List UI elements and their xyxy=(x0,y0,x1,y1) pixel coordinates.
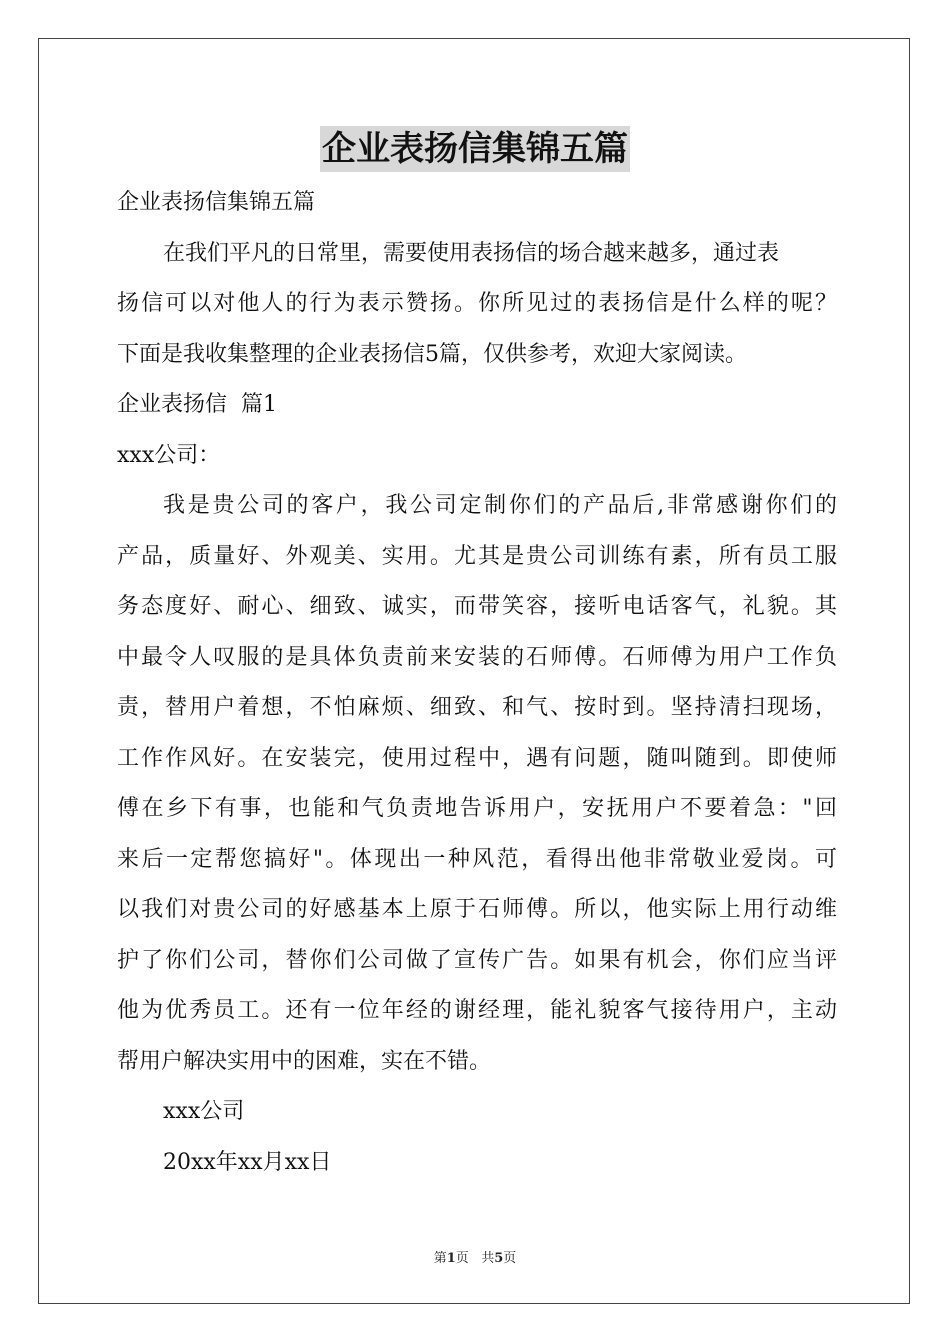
body-line: 帮用户解决实用中的困难，实在不错。 xyxy=(117,1048,492,1074)
document-subtitle: 企业表扬信集锦五篇 xyxy=(117,190,316,215)
letter-body-paragraph xyxy=(117,481,837,1087)
document-title: 企业表扬信集锦五篇 xyxy=(320,126,630,172)
signature: xxx公司 xyxy=(163,1099,245,1124)
page-number: 1 xyxy=(446,1251,456,1266)
total-pages: 5 xyxy=(494,1251,504,1266)
body-line: 中最令人叹服的是具体负责前来安装的石师傅。石师傅为用户工作负 xyxy=(117,644,837,670)
document-body xyxy=(117,178,837,1188)
intro-line: 下面是我收集整理的企业表扬信5篇，仅供参考，欢迎大家阅读。 xyxy=(117,341,747,367)
total-pages-prefix: 共 xyxy=(481,1251,495,1266)
body-line: 来后一定帮您搞好"。体现出一种风范，看得出他非常敬业爱岗。可 xyxy=(117,846,837,872)
body-line: 产品，质量好、外观美、实用。尤其是贵公司训练有素，所有员工服 xyxy=(117,543,837,569)
page-footer xyxy=(0,1247,950,1266)
intro-line: 扬信可以对他人的行为表示赞扬。你所见过的表扬信是什么样的呢？ xyxy=(117,291,837,316)
body-line: 工作作风好。在安装完，使用过程中，遇有问题，随叫随到。即使师 xyxy=(117,745,837,771)
section-heading: 企业表扬信 篇1 xyxy=(117,392,277,417)
salutation: xxx公司： xyxy=(117,442,221,468)
intro-line: 在我们平凡的日常里，需要使用表扬信的场合越来越多，通过表 xyxy=(163,240,780,266)
page-label-suffix: 页 xyxy=(455,1251,469,1266)
body-line: 责，替用户着想，不怕麻烦、细致、和气、按时到。坚持清扫现场， xyxy=(117,695,837,720)
body-line: 他为优秀员工。还有一位年经的谢经理，能礼貌客气接待用户，主动 xyxy=(117,998,837,1023)
body-line: 傅在乡下有事，也能和气负责地告诉用户，安抚用户不要着急："回 xyxy=(117,796,837,821)
body-line: 以我们对贵公司的好感基本上原于石师傅。所以，他实际上用行动维 xyxy=(117,897,837,922)
body-line: 护了你们公司，替你们公司做了宣传广告。如果有机会，你们应当评 xyxy=(117,947,837,973)
title-wrap xyxy=(0,126,950,172)
intro-paragraph xyxy=(117,229,837,381)
letter-date: 20xx年xx月xx日 xyxy=(163,1149,332,1175)
page-label-prefix: 第 xyxy=(433,1251,447,1266)
body-line: 务态度好、耐心、细致、诚实，而带笑容，接听电话客气，礼貌。其 xyxy=(117,594,837,619)
total-pages-suffix: 页 xyxy=(503,1251,517,1266)
body-line: 我是贵公司的客户，我公司定制你们的产品后,非常感谢你们的 xyxy=(163,493,837,518)
